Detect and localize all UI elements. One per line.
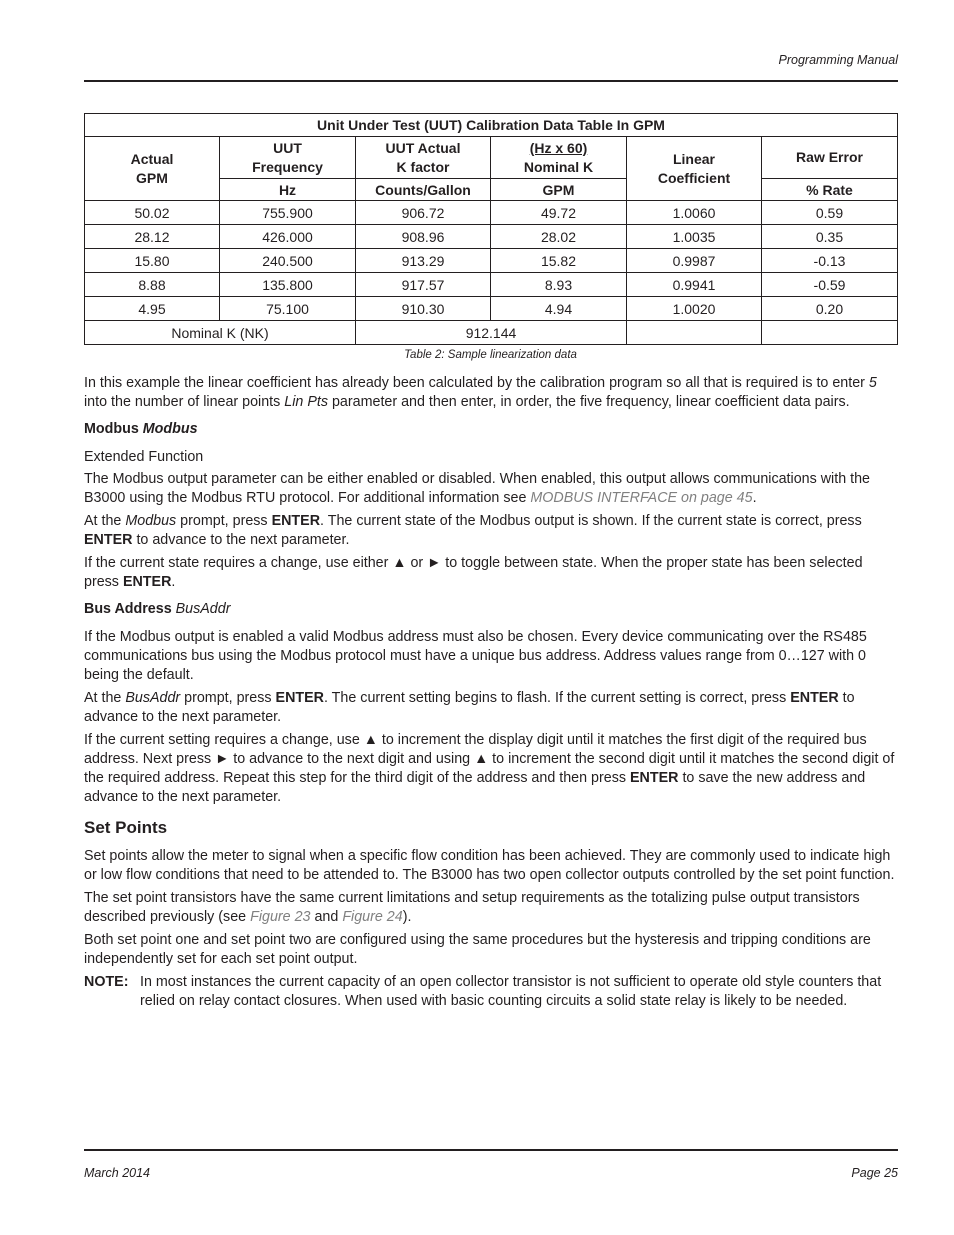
paragraph-setpoints-2: The set point transistors have the same current limitations and setup requirements as the totalizing pulse output transistors described previously (see Figure 23 and Figure 24).	[84, 890, 860, 925]
table-row: 28.12 426.000 908.96 28.02 1.0035 0.35	[85, 225, 898, 249]
paragraph-modbus-2: At the Modbus prompt, press ENTER. The current state of the Modbus output is shown. If the current state is correct, press ENTER to advance to the next parameter.	[84, 513, 862, 548]
header-uut-kfactor: UUT Actual K factor	[356, 137, 491, 179]
paragraph-setpoints-3: Both set point one and set point two are configured using the same procedures but the hysteresis and tripping conditions are independently set for each set point output.	[84, 932, 871, 967]
footer-rule	[84, 1149, 898, 1151]
header-actual-gpm: Actual GPM	[85, 137, 220, 201]
paragraph-bus-2: At the BusAddr prompt, press ENTER. The current setting begins to flash. If the current setting is correct, press ENTER to advance to the next parameter.	[84, 690, 855, 725]
header-linear-coefficient: Linear Coefficient	[627, 137, 762, 201]
unit-rate: % Rate	[762, 179, 898, 201]
body-content	[84, 374, 898, 1011]
modbus-interface-link[interactable]: MODBUS INTERFACE on page 45	[530, 490, 753, 506]
header-rule	[84, 80, 898, 82]
figure-24-link[interactable]: Figure 24	[342, 909, 403, 925]
header-raw-error: Raw Error	[762, 137, 898, 179]
unit-gpm: GPM	[491, 179, 627, 201]
nominal-k-label: Nominal K (NK)	[85, 321, 356, 345]
table-caption: Table 2: Sample linearization data	[404, 349, 577, 361]
footer-date: March 2014	[84, 1166, 151, 1180]
table-row: 15.80 240.500 913.29 15.82 0.9987 -0.13	[85, 249, 898, 273]
paragraph-setpoints-1: Set points allow the meter to signal when a specific flow condition has been achieved. They are commonly used to indicate high or low flow conditions that need to be attended to. The B3000 has two open collector outputs controlled by the set point function.	[84, 848, 895, 883]
paragraph-modbus-3: If the current state requires a change, use either ▲ or ► to toggle between state. When the proper state has been selected press ENTER.	[84, 555, 863, 590]
paragraph-modbus-1: The Modbus output parameter can be either enabled or disabled. When enabled, this output allows communications with the B3000 using the Modbus RTU protocol. For additional information see MODBUS INTERFACE on page 45.	[84, 471, 871, 506]
table-title: Unit Under Test (UUT) Calibration Data Table In GPM	[85, 114, 898, 137]
bus-address-heading: Bus Address BusAddr	[84, 601, 231, 617]
note-label: NOTE:	[84, 974, 129, 990]
figure-23-link[interactable]: Figure 23	[250, 909, 311, 925]
note-block	[84, 973, 898, 1011]
header-uut-frequency: UUT Frequency	[220, 137, 356, 179]
table-row: 4.95 75.100 910.30 4.94 1.0020 0.20	[85, 297, 898, 321]
header-nominal-k: (Hz x 60) Nominal K	[491, 137, 627, 179]
extended-function-label: Extended Function	[84, 449, 204, 465]
calibration-table	[84, 113, 898, 345]
note-text: In most instances the current capacity of an open collector transistor is not sufficient to operate old style counters that relied on relay contact closures. When used with basic counting circuits a solid state relay is likely to be needed.	[140, 974, 882, 1009]
nominal-k-value: 912.144	[356, 321, 627, 345]
page-number: Page 25	[851, 1166, 898, 1180]
nominal-k-row	[85, 321, 898, 345]
table-row: 50.02 755.900 906.72 49.72 1.0060 0.59	[85, 201, 898, 225]
manual-title: Programming Manual	[778, 53, 898, 67]
modbus-heading: Modbus Modbus	[84, 421, 198, 437]
paragraph-bus-3: If the current setting requires a change, use ▲ to increment the display digit until it matches the first digit of the required bus address. Next press ► to advance to the next digit and using ▲ to increment the second digit until it matches the second digit of the required address. Repeat this step for the third digit of the address and then press ENTER to save the new address and advance to the next parameter.	[84, 732, 895, 805]
paragraph-bus-1: If the Modbus output is enabled a valid Modbus address must also be chosen. Every device communicating over the RS485 communications bus using the Modbus protocol must have a unique bus address. Address values range from 0…127 with 0 being the default.	[84, 629, 867, 683]
table-row: 8.88 135.800 917.57 8.93 0.9941 -0.59	[85, 273, 898, 297]
unit-counts-gallon: Counts/Gallon	[356, 179, 491, 201]
set-points-heading: Set Points	[84, 818, 168, 837]
paragraph-example: In this example the linear coefficient has already been calculated by the calibration program so all that is required is to enter 5 into the number of linear points Lin Pts parameter and then enter, in order, the five frequency, linear coefficient data pairs.	[84, 375, 877, 410]
unit-hz: Hz	[220, 179, 356, 201]
